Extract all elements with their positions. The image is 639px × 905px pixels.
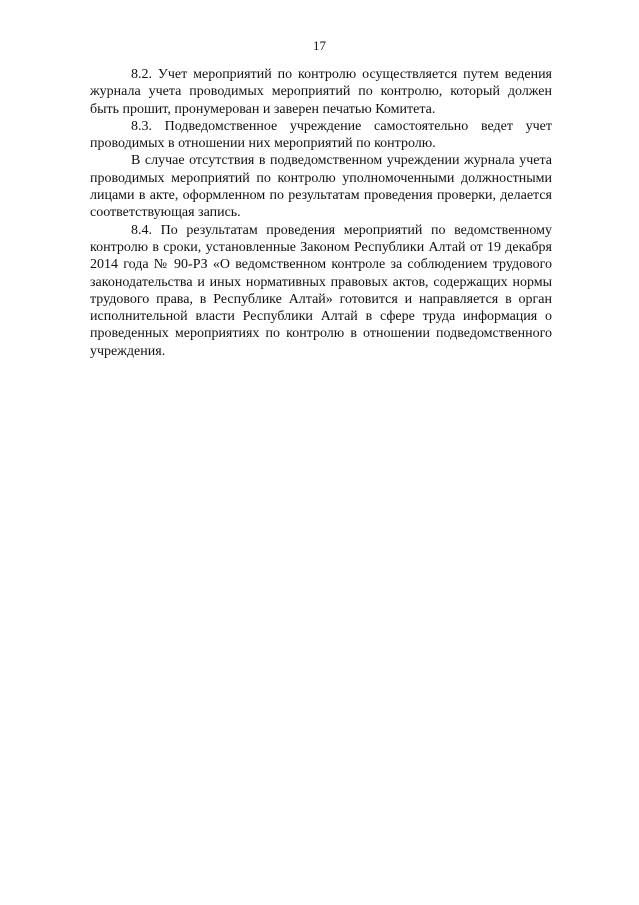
page-number: 17 — [313, 38, 326, 53]
paragraph-journal-absence: В случае отсутствия в подведомственном учреждении журнала учета проводимых мероприятий по контролю уполномоченными должностными лицами в акте, оформленном по результатам проведения проверки, делается соответствующая запись. — [90, 153, 552, 221]
paragraph-8-3: 8.3. Подведомственное учреждение самостоятельно ведет учет проводимых в отношении них мероприятий по контролю. — [90, 118, 552, 152]
paragraph-8-2: 8.2. Учет мероприятий по контролю осуществляется путем ведения журнала учета проводимых мероприятий по контролю, который должен быть прошит, пронумерован и заверен печатью Комитета. — [90, 67, 552, 117]
paragraph-8-4: 8.4. По результатам проведения мероприятий по ведомственному контролю в сроки, установленные Законом Республики Алтай от 19 декабря 2014 года № 90-РЗ «О ведомственном контроле за соблюдением трудового законодательства и иных нормативных правовых актов, содержащих нормы трудового права, в Республике Алтай» готовится и направляется в орган исполнительной власти Республики Алтай в сфере труда информация о проведенных мероприятиях по контролю в отношении подведомственного учреждения. — [90, 222, 552, 359]
document-body — [90, 66, 552, 360]
